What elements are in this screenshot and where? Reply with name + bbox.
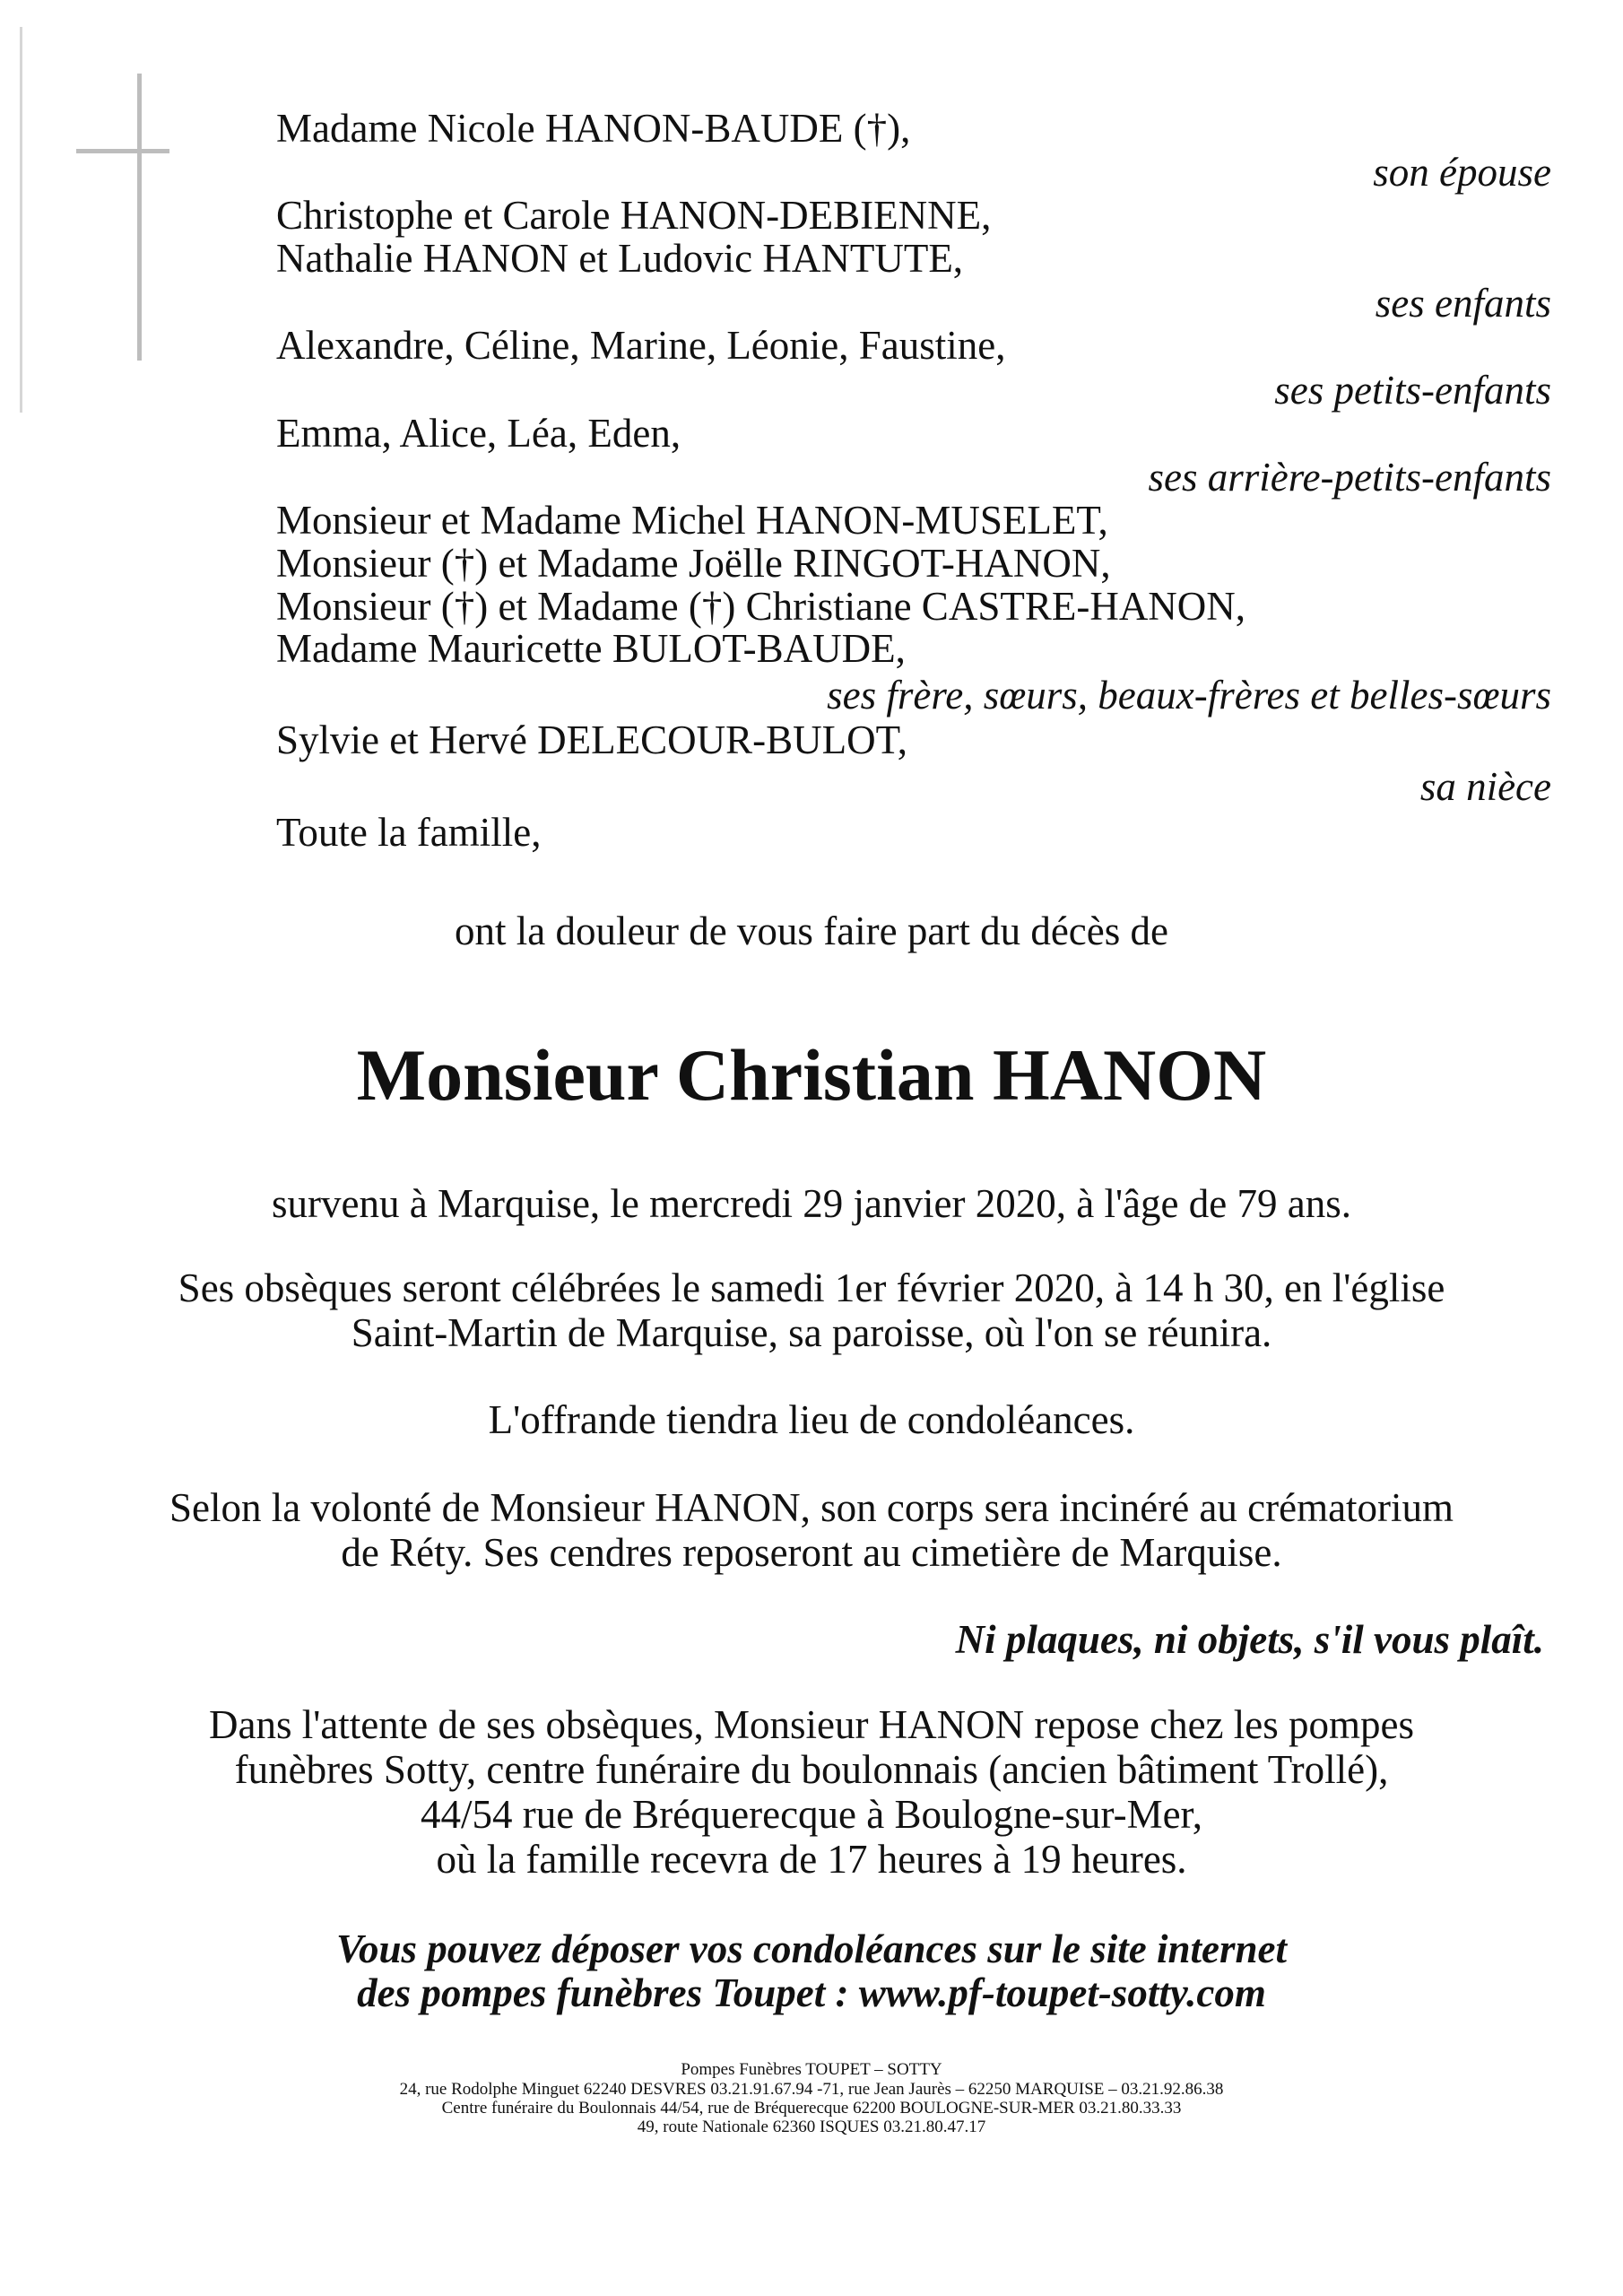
death-details: survenu à Marquise, le mercredi 29 janvier 2020, à l'âge de 79 ans.	[272, 1181, 1351, 1226]
family-children-name-2: Nathalie HANON et Ludovic HANTUTE,	[276, 236, 964, 281]
no-plaques-note: Ni plaques, ni objets, s'il vous plaît.	[955, 1617, 1544, 1662]
deceased-name: Monsieur Christian HANON	[356, 1034, 1267, 1116]
funeral-line-1: Ses obsèques seront célébrées le samedi 1er février 2020, à 14 h 30, en l'église	[178, 1265, 1445, 1310]
footer-address-2: Centre funéraire du Boulonnais 44/54, rue de Bréquerecque 62200 BOULOGNE-SUR-MER 03.21.80.33.33	[441, 2099, 1182, 2118]
relation-spouse: son épouse	[1373, 150, 1551, 195]
resting-line-4: où la famille recevra de 17 heures à 19 heures.	[436, 1837, 1187, 1882]
family-sibling-name-3: Monsieur (†) et Madame (†) Christiane CASTRE-HANON,	[276, 584, 1246, 629]
footer-address-1: 24, rue Rodolphe Minguet 62240 DESVRES 03.21.91.67.94 -71, rue Jean Jaurès – 62250 MARQUISE – 03.21.92.86.38	[399, 2080, 1224, 2099]
cross-vertical-bar	[137, 74, 142, 361]
relation-siblings: ses frère, sœurs, beaux-frères et belles-sœurs	[827, 673, 1551, 718]
family-children-name-1: Christophe et Carole HANON-DEBIENNE,	[276, 193, 992, 238]
condolences-line-2[interactable]: des pompes funèbres Toupet : www.pf-toupet-sotty.com	[357, 1970, 1266, 2015]
family-grandchildren-names: Alexandre, Céline, Marine, Léonie, Faustine,	[276, 323, 1006, 368]
family-great-grandchildren-names: Emma, Alice, Léa, Eden,	[276, 411, 681, 456]
family-niece-name: Sylvie et Hervé DELECOUR-BULOT,	[276, 718, 908, 762]
page-edge-line	[20, 27, 22, 413]
announcement-text: ont la douleur de vous faire part du décès de	[455, 909, 1168, 953]
cross-horizontal-bar	[76, 149, 169, 153]
offering-note: L'offrande tiendra lieu de condoléances.	[488, 1397, 1135, 1442]
family-whole-family: Toute la famille,	[276, 810, 542, 855]
resting-line-3: 44/54 rue de Bréquerecque à Boulogne-sur-Mer,	[421, 1792, 1202, 1837]
cremation-line-1: Selon la volonté de Monsieur HANON, son corps sera incinéré au crématorium	[169, 1485, 1454, 1530]
relation-children: ses enfants	[1375, 281, 1551, 326]
footer-company: Pompes Funèbres TOUPET – SOTTY	[681, 2060, 942, 2079]
relation-grandchildren: ses petits-enfants	[1274, 368, 1551, 413]
relation-niece: sa nièce	[1419, 764, 1551, 809]
footer-address-3: 49, route Nationale 62360 ISQUES 03.21.80.47.17	[637, 2118, 986, 2136]
resting-line-2: funèbres Sotty, centre funéraire du boulonnais (ancien bâtiment Trollé),	[234, 1747, 1389, 1792]
cremation-line-2: de Réty. Ses cendres reposeront au cimetière de Marquise.	[341, 1530, 1282, 1575]
family-sibling-name-4: Madame Mauricette BULOT-BAUDE,	[276, 626, 906, 671]
condolences-line-1: Vous pouvez déposer vos condoléances sur le site internet	[335, 1926, 1287, 1971]
resting-line-1: Dans l'attente de ses obsèques, Monsieur HANON repose chez les pompes	[208, 1702, 1415, 1747]
family-sibling-name-1: Monsieur et Madame Michel HANON-MUSELET,	[276, 498, 1108, 543]
family-sibling-name-2: Monsieur (†) et Madame Joëlle RINGOT-HANON,	[276, 541, 1111, 586]
family-spouse-name: Madame Nicole HANON-BAUDE (†),	[276, 106, 911, 151]
relation-great-grandchildren: ses arrière-petits-enfants	[1148, 455, 1551, 500]
funeral-line-2: Saint-Martin de Marquise, sa paroisse, où l'on se réunira.	[351, 1310, 1272, 1355]
